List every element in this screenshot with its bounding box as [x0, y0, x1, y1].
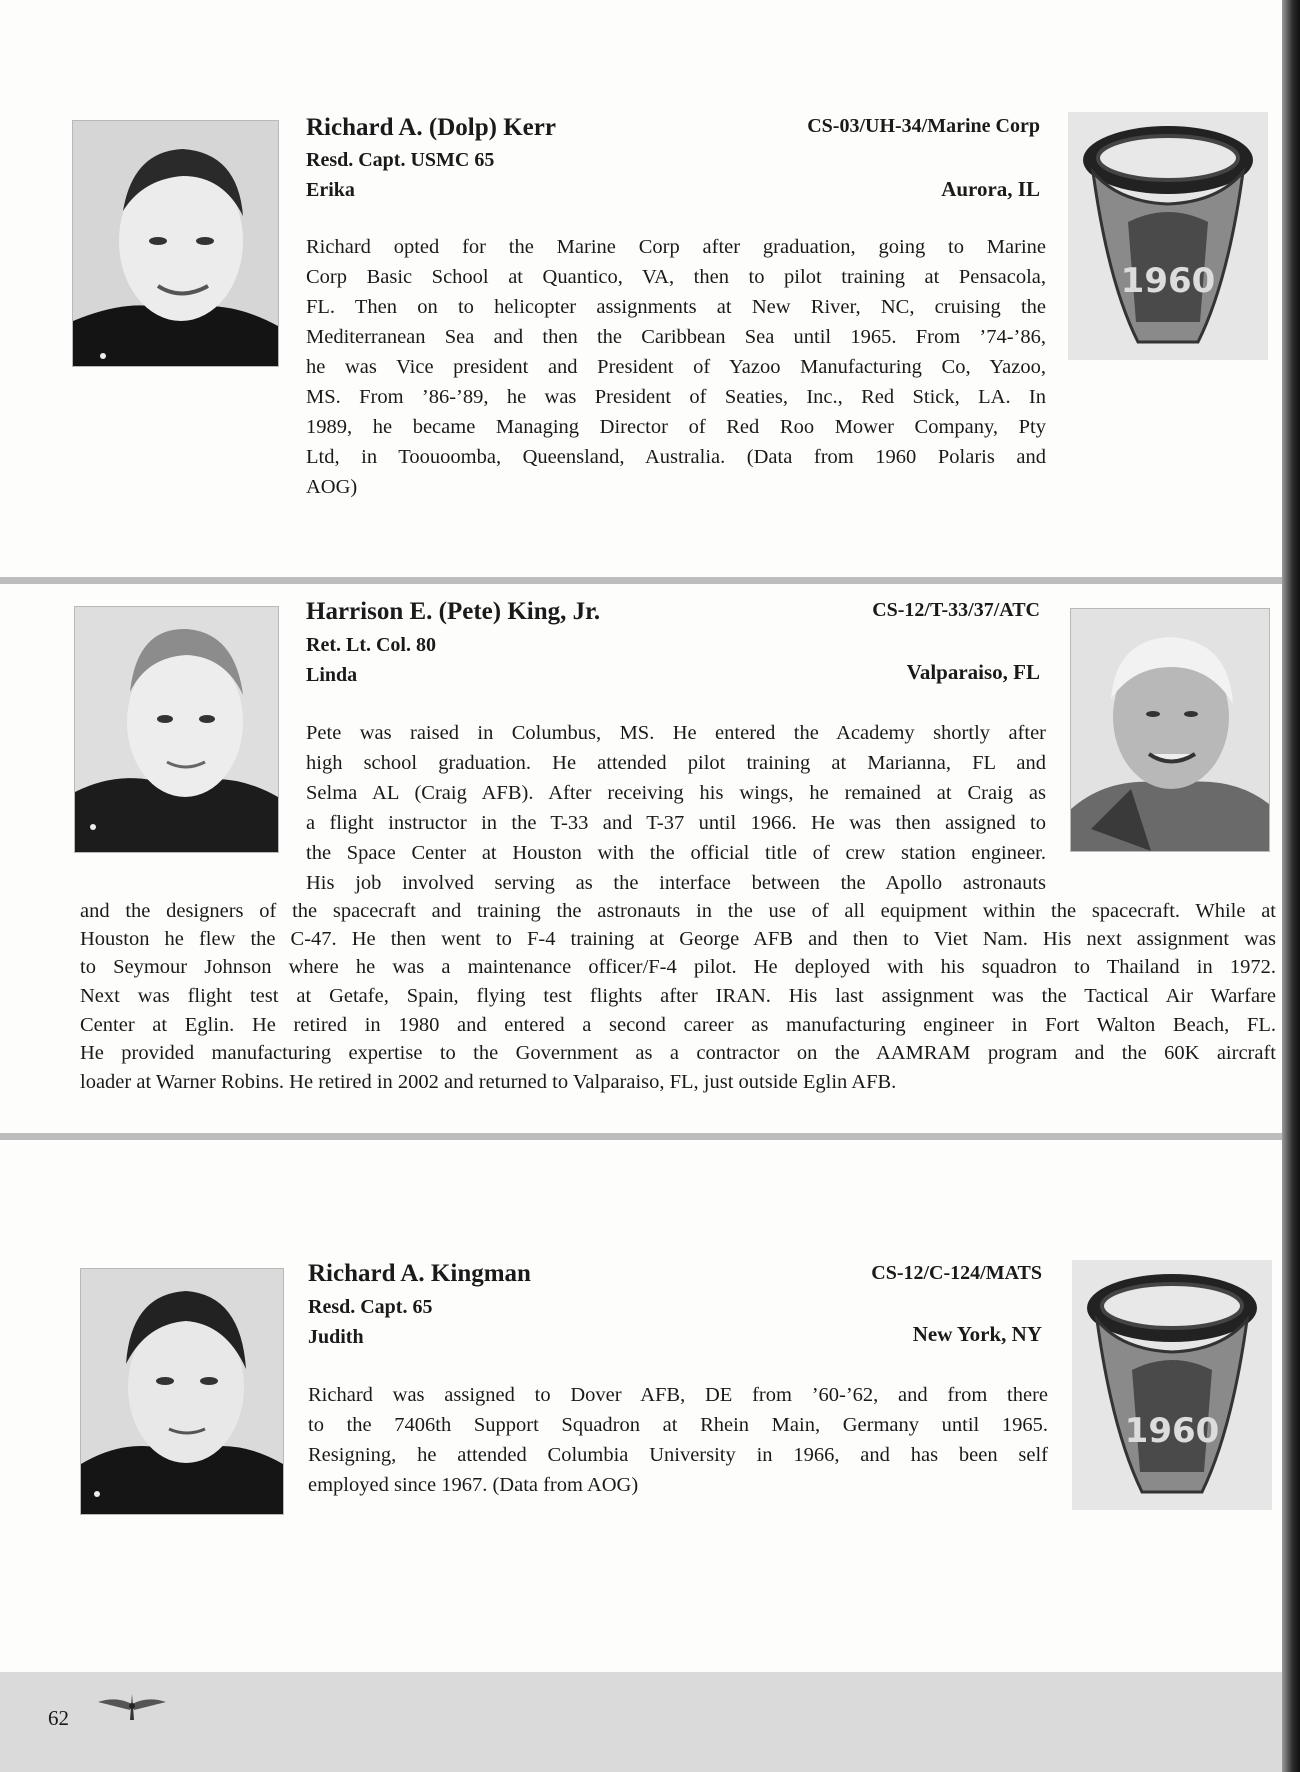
bio-line: Mediterranean Sea and then the Caribbean Sea until 1965. From ’74-’86, — [306, 326, 1046, 348]
bio-line: to the 7406th Support Squadron at Rhein Main, Germany until 1965. — [308, 1414, 1048, 1436]
code-kingman: CS-12/C-124/MATS — [871, 1262, 1042, 1284]
recent-photo-king — [1070, 608, 1270, 852]
bio-line: he was Vice president and President of Yazoo Manufacturing Co, Yazoo, — [306, 356, 1046, 378]
bio-line: Houston he flew the C-47. He then went to F-4 training at George AFB and then to Viet Nam. His next assignment was — [80, 928, 1276, 950]
bio-line: the Space Center at Houston with the official title of crew station engineer. — [306, 842, 1046, 864]
bio-line: to Seymour Johnson where he was a maintenance officer/F-4 pilot. He deployed with his squadron to Thailand in 1972. — [80, 956, 1276, 978]
bio-line: a flight instructor in the T-33 and T-37 until 1966. He was then assigned to — [306, 812, 1046, 834]
bio-line: Richard opted for the Marine Corp after graduation, going to Marine — [306, 236, 1046, 258]
name-king: Harrison E. (Pete) King, Jr. — [306, 598, 601, 625]
location-king: Valparaiso, FL — [906, 660, 1040, 684]
location-kingman: New York, NY — [912, 1322, 1042, 1346]
ring-year-text: 1960 — [1124, 1411, 1220, 1451]
bio-line: Next was flight test at Getafe, Spain, flying test flights after IRAN. His last assignment was the Tactical Air Warfare — [80, 985, 1276, 1007]
bio-line: loader at Warner Robins. He retired in 2002 and returned to Valparaiso, FL, just outside Eglin AFB. — [80, 1071, 897, 1093]
portrait-photo-kingman — [80, 1268, 284, 1515]
name-kingman: Richard A. Kingman — [308, 1260, 531, 1287]
bio-line: Richard was assigned to Dover AFB, DE from ’60-’62, and from there — [308, 1384, 1048, 1406]
portrait-photo-king — [74, 606, 279, 853]
bio-line: employed since 1967. (Data from AOG) — [308, 1474, 639, 1496]
portrait-photo-kerr — [72, 120, 279, 367]
bio-line: Ltd, in Toouoomba, Queensland, Australia. (Data from 1960 Polaris and — [306, 446, 1046, 468]
bio-line: MS. From ’86-’89, he was President of Seaties, Inc., Red Stick, LA. In — [306, 386, 1046, 408]
bio-line: FL. Then on to helicopter assignments at New River, NC, cruising the — [306, 296, 1046, 318]
bio-line: Resigning, he attended Columbia University in 1966, and has been self — [308, 1444, 1048, 1466]
class-ring-image-kerr — [1068, 112, 1268, 360]
bio-line: high school graduation. He attended pilot training at Marianna, FL and — [306, 752, 1046, 774]
name-kerr: Richard A. (Dolp) Kerr — [306, 114, 556, 141]
rank-king: Ret. Lt. Col. 80 — [306, 634, 436, 656]
bio-line: Selma AL (Craig AFB). After receiving his wings, he remained at Craig as — [306, 782, 1046, 804]
bio-line: 1989, he became Managing Director of Red Roo Mower Company, Pty — [306, 416, 1046, 438]
location-kerr: Aurora, IL — [941, 177, 1040, 201]
footer-band — [0, 1672, 1282, 1772]
winged-emblem-icon — [96, 1690, 168, 1724]
bio-line: His job involved serving as the interface between the Apollo astronauts — [306, 872, 1046, 894]
bio-line: He provided manufacturing expertise to the Government as a contractor on the AAMRAM program and the 60K aircraft — [80, 1042, 1276, 1064]
code-kerr: CS-03/UH-34/Marine Corp — [807, 115, 1040, 137]
section-divider — [0, 1133, 1282, 1140]
bio-line: Corp Basic School at Quantico, VA, then to pilot training at Pensacola, — [306, 266, 1046, 288]
spouse-king: Linda — [306, 664, 358, 686]
page-edge — [1282, 0, 1300, 1772]
bio-line: and the designers of the spacecraft and training the astronauts in the use of all equipment within the spacecraft. While at — [80, 900, 1276, 922]
spouse-kingman: Judith — [308, 1326, 364, 1348]
bio-line: Center at Eglin. He retired in 1980 and entered a second career as manufacturing engineer in Fort Walton Beach, FL. — [80, 1014, 1276, 1036]
rank-kerr: Resd. Capt. USMC 65 — [306, 149, 495, 171]
bio-line: Pete was raised in Columbus, MS. He entered the Academy shortly after — [306, 722, 1046, 744]
class-ring-image-kingman — [1072, 1260, 1272, 1510]
ring-year-text: 1960 — [1120, 261, 1216, 301]
spouse-kerr: Erika — [306, 179, 355, 201]
bio-line: AOG) — [306, 476, 358, 498]
section-divider — [0, 577, 1282, 584]
rank-kingman: Resd. Capt. 65 — [308, 1296, 433, 1318]
code-king: CS-12/T-33/37/ATC — [872, 599, 1040, 621]
page-number: 62 — [48, 1706, 69, 1730]
